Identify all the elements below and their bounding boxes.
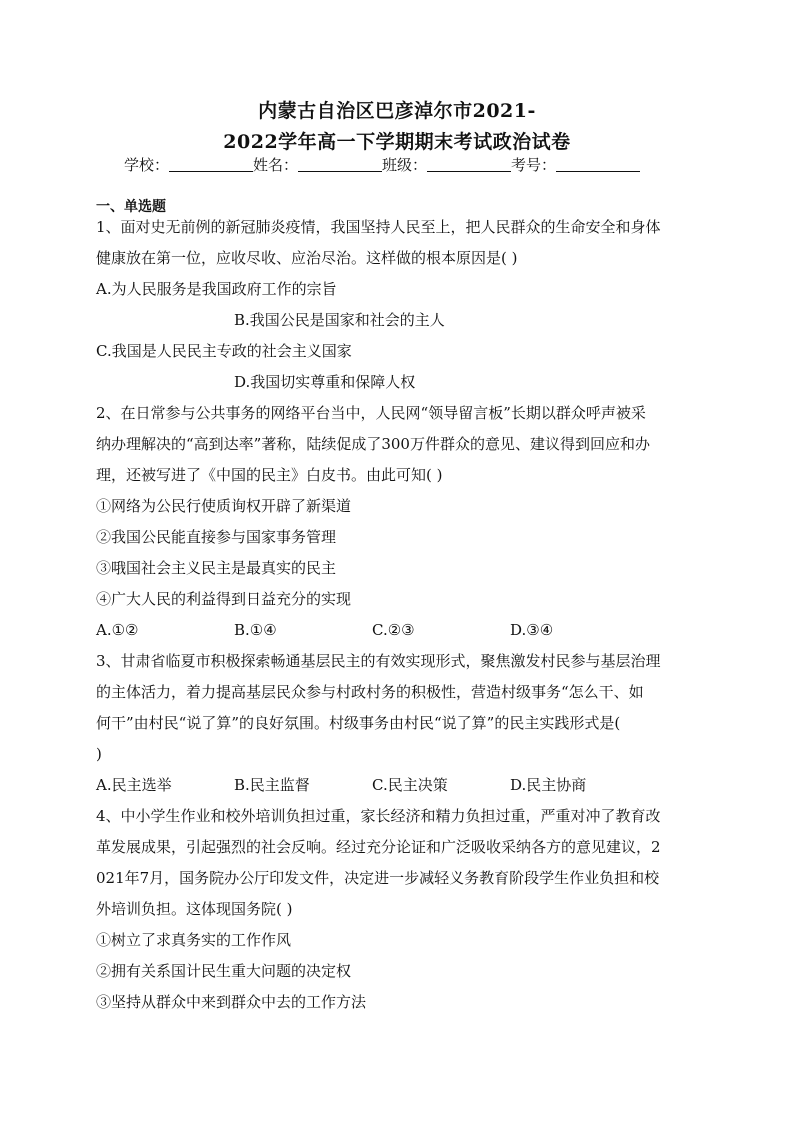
q1-option-b: B.我国公民是国家和社会的主人	[234, 311, 445, 329]
q4-statement: ①树立了求真务实的工作作风	[96, 931, 292, 949]
q2-line: 纳办理解决的“高到达率”著称，陆续促成了300万件群众的意见、建议得到回应和办	[96, 435, 650, 453]
exam-title-line2: 2022学年高一下学期期末考试政治试卷	[223, 131, 571, 153]
q2-options	[96, 615, 698, 646]
q3-option-c: C.民主决策	[372, 776, 448, 794]
q4-line: 4、中小学生作业和校外培训负担过重，家长经济和精力负担过重，严重对冲了教育改	[96, 807, 661, 825]
student-info-row	[124, 154, 640, 175]
school-blank	[169, 157, 253, 172]
q4-statement: ②拥有关系国计民生重大问题的决定权	[96, 962, 352, 980]
q4-line: 外培训负担。这体现国务院( )	[96, 900, 293, 918]
class-blank	[427, 157, 511, 172]
exam-title-line1: 内蒙古自治区巴彦淖尔市2021-	[258, 100, 536, 122]
q2-line: 理，还被写进了《中国的民主》白皮书。由此可知( )	[96, 466, 443, 484]
q3-option-a: A.民主选举	[96, 776, 172, 794]
q1-option-a: A.为人民服务是我国政府工作的宗旨	[96, 280, 337, 298]
q3-options	[96, 770, 698, 801]
q3-option-b: B.民主监督	[234, 776, 310, 794]
q2-option-b: B.①④	[234, 621, 277, 639]
q3-line: )	[96, 745, 102, 763]
q4-line: 021年7月，国务院办公厅印发文件，决定进一步减轻义务教育阶段学生作业负担和校	[96, 869, 660, 887]
q2-option-a: A.①②	[96, 621, 139, 639]
q1-option-d: D.我国切实尊重和保障人权	[234, 373, 416, 391]
name-blank	[298, 157, 382, 172]
q3-option-d: D.民主协商	[510, 776, 587, 794]
exam-number-blank	[556, 157, 640, 172]
q4-line: 革发展成果，引起强烈的社会反响。经过充分论证和广泛吸收采纳各方的意见建议，2	[96, 838, 661, 856]
q4-statement: ③坚持从群众中来到群众中去的工作方法	[96, 993, 367, 1011]
q2-statement: ④广大人民的利益得到日益充分的实现	[96, 590, 352, 608]
class-label: 班级：	[382, 156, 428, 174]
q3-line: 何干”由村民“说了算”的良好氛围。村级事务由村民“说了算”的民主实践形式是(	[96, 714, 621, 732]
q2-option-c: C.②③	[372, 621, 415, 639]
school-label: 学校：	[124, 156, 170, 174]
q2-statement: ③哦国社会主义民主是最真实的民主	[96, 559, 337, 577]
name-label: 姓名：	[253, 156, 299, 174]
q1-option-c: C.我国是人民民主专政的社会主义国家	[96, 342, 352, 360]
q1-line: 健康放在第一位，应收尽收、应治尽治。这样做的根本原因是( )	[96, 249, 518, 267]
q2-line: 2、在日常参与公共事务的网络平台当中，人民网“领导留言板”长期以群众呼声被采	[96, 404, 646, 422]
exam-number-label: 考号：	[511, 156, 557, 174]
q2-statement: ②我国公民能直接参与国家事务管理	[96, 528, 337, 546]
q2-statement: ①网络为公民行使质询权开辟了新渠道	[96, 497, 352, 515]
questions-body	[96, 212, 698, 1018]
section-heading: 一、单选题	[96, 199, 166, 215]
q2-option-d: D.③④	[510, 621, 554, 639]
q3-line: 3、甘肃省临夏市积极探索畅通基层民主的有效实现形式，聚焦激发村民参与基层治理	[96, 652, 661, 670]
q1-line: 1、面对史无前例的新冠肺炎疫情，我国坚持人民至上，把人民群众的生命安全和身体	[96, 218, 661, 236]
q3-line: 的主体活力，着力提高基层民众参与村政村务的积极性，营造村级事务“怎么干、如	[96, 683, 644, 701]
